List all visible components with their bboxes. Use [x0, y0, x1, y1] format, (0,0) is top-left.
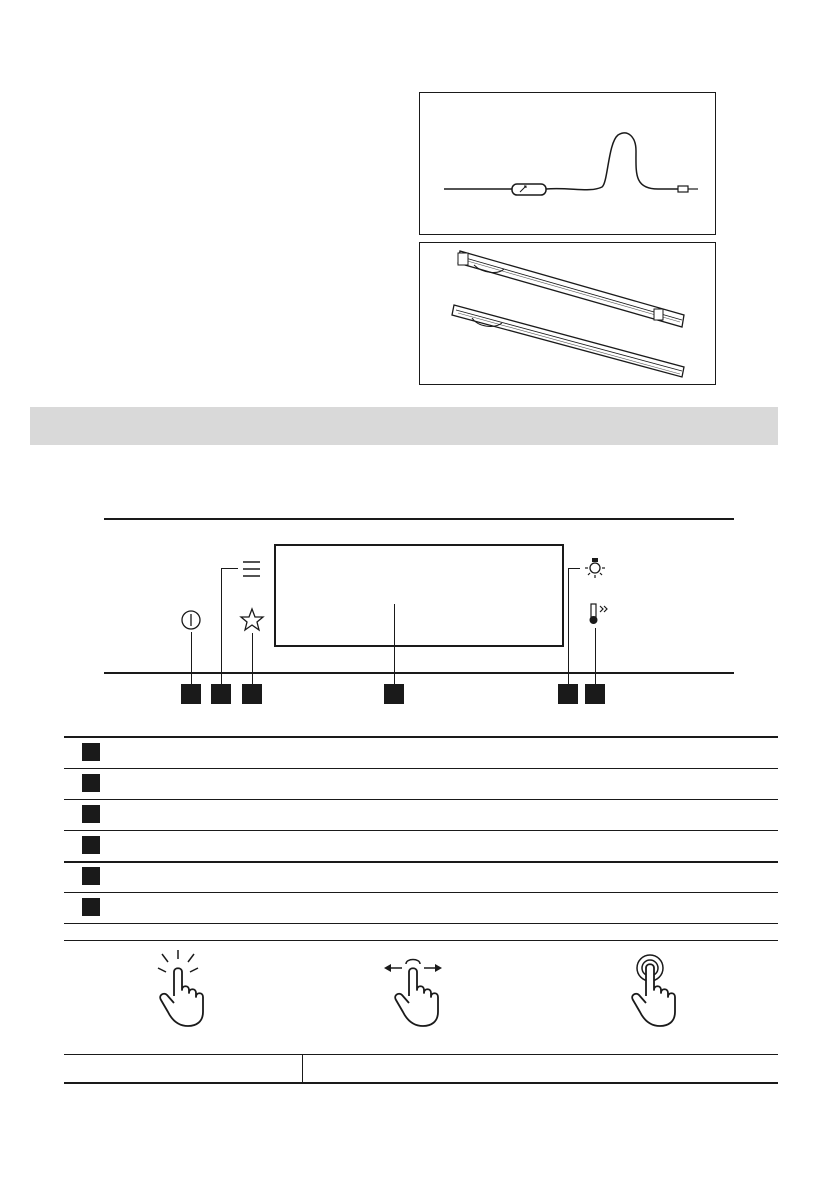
panel-bottom-line: [104, 672, 734, 674]
table-row-divider: [64, 861, 778, 863]
telescopic-runners-icon: [420, 243, 715, 384]
table-row-divider: [64, 830, 778, 831]
panel-top-line: [104, 518, 734, 520]
tap-icon: [150, 950, 210, 1030]
table-row-divider: [64, 768, 778, 769]
callout-5: [558, 684, 578, 704]
callout-6: [585, 684, 605, 704]
core-temperature-sensor-icon: [420, 93, 715, 234]
table-row-num: [82, 836, 100, 854]
callout-4: [384, 684, 404, 704]
gesture-table-top-line: [64, 940, 778, 941]
leader-line-2-horizontal: [221, 568, 238, 569]
menu-icon: [240, 559, 264, 579]
leader-line-2: [221, 568, 222, 684]
leader-line-3: [252, 633, 253, 684]
leader-line-6: [595, 628, 596, 684]
callout-3: [242, 684, 262, 704]
table-bottom-line: [64, 923, 778, 924]
table-row-num: [82, 743, 100, 761]
leader-line-4: [394, 604, 395, 684]
table-top-line: [64, 736, 778, 738]
leader-line-5: [568, 568, 569, 684]
callout-2: [211, 684, 231, 704]
section-header-bar: [30, 407, 778, 445]
table-row-num: [82, 898, 100, 916]
gesture-label-divider: [64, 1054, 778, 1055]
core-temperature-sensor-image: [419, 92, 716, 235]
lamp-icon: [582, 556, 608, 582]
gesture-column-divider: [302, 1054, 303, 1083]
display-window: [274, 544, 564, 647]
press-hold-icon: [624, 950, 684, 1030]
favourites-icon: [239, 607, 265, 633]
gesture-table-bottom-line: [64, 1082, 778, 1084]
table-row-num: [82, 867, 100, 885]
on-off-icon: [179, 608, 203, 632]
telescopic-runners-image: [419, 242, 716, 385]
callout-1: [181, 684, 201, 704]
table-row-divider: [64, 799, 778, 800]
leader-line-5-horizontal: [568, 568, 580, 569]
table-row-divider: [64, 892, 778, 893]
leader-line-1: [191, 632, 192, 684]
core-sensor-icon: [586, 602, 614, 628]
table-row-num: [82, 774, 100, 792]
table-row-num: [82, 805, 100, 823]
swipe-icon: [384, 950, 454, 1030]
